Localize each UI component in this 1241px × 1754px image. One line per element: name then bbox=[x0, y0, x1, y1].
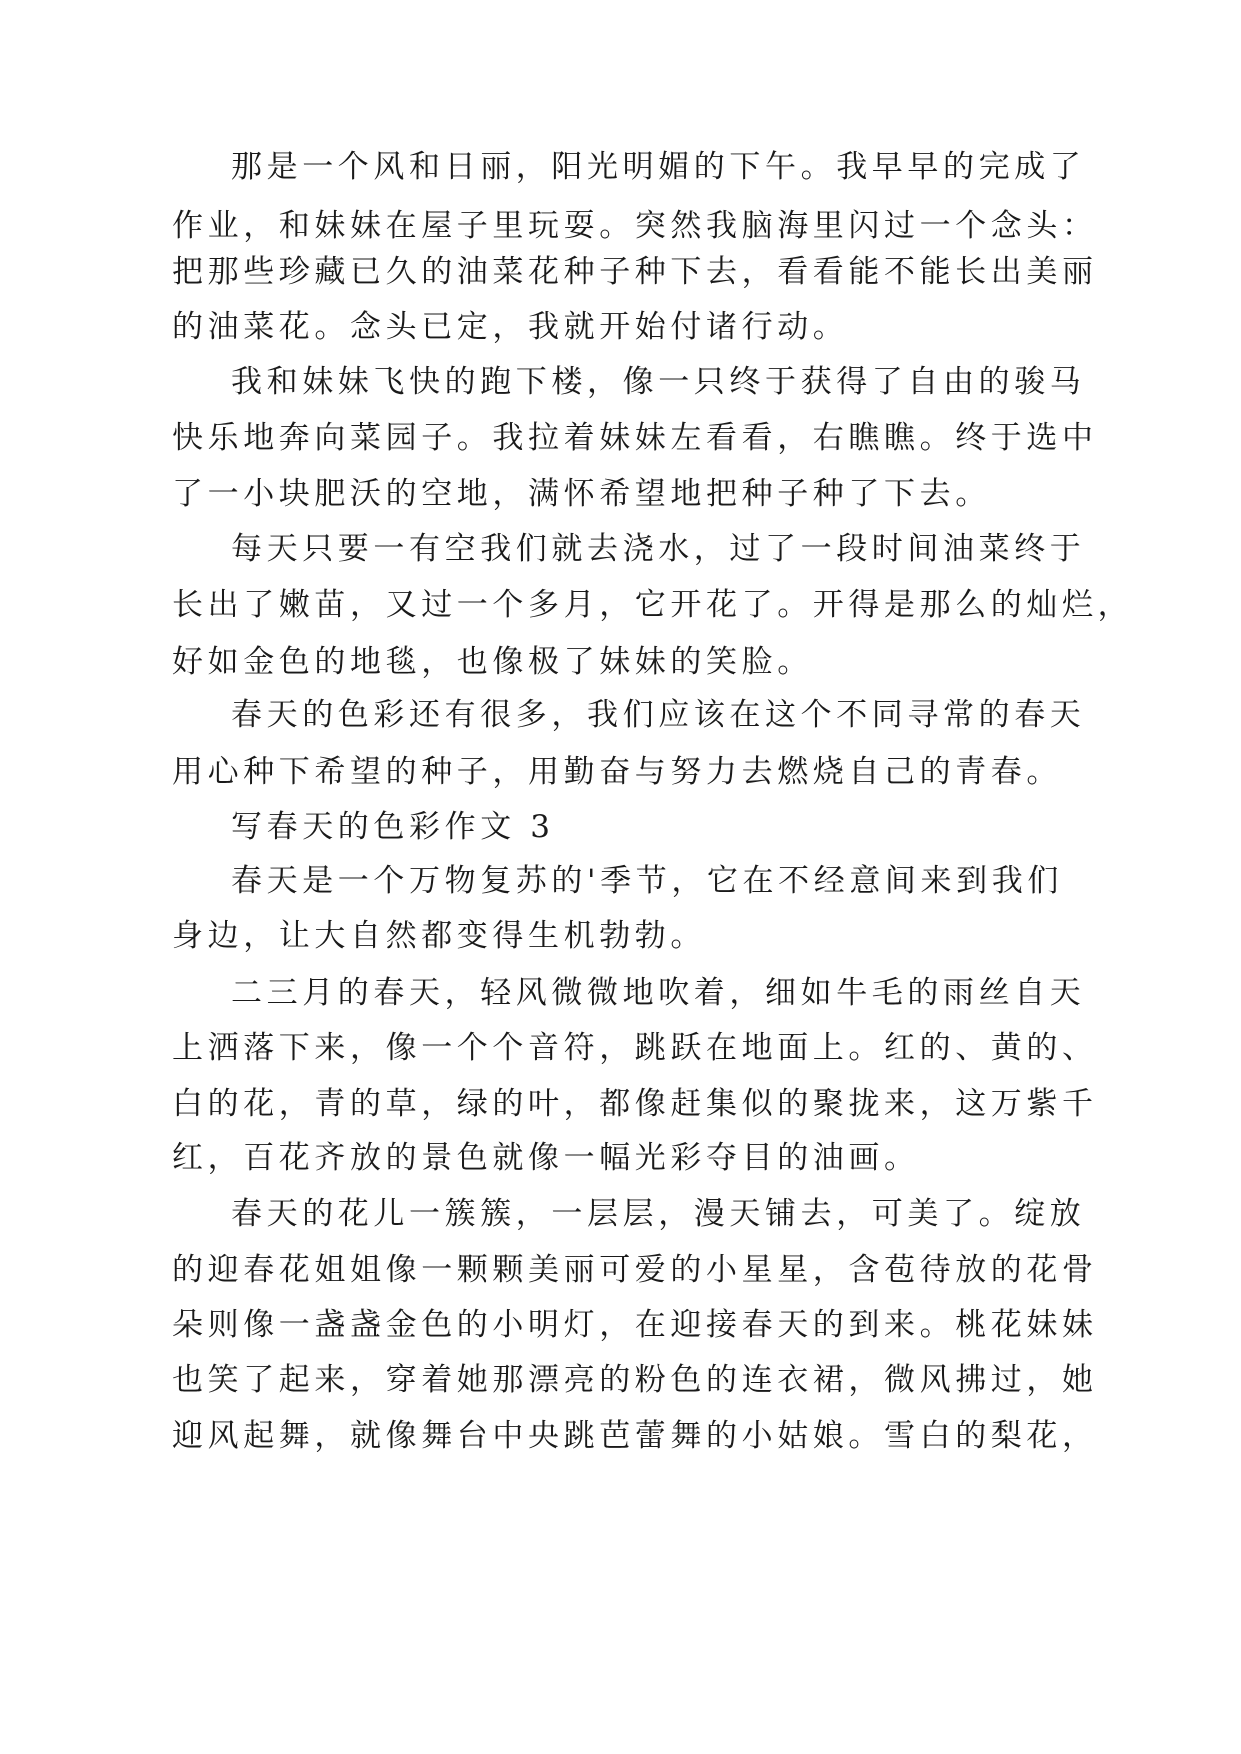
paragraph-2-line-2: 快乐地奔向菜园子。我拉着妹妹左看看，右瞧瞧。终于选中 bbox=[172, 420, 1098, 456]
paragraph-7-line-3: 朵则像一盏盏金色的小明灯，在迎接春天的到来。桃花妹妹 bbox=[172, 1307, 1098, 1343]
paragraph-1-line-3: 把那些珍藏已久的油菜花种子种下去，看看能不能长出美丽 bbox=[172, 254, 1098, 290]
paragraph-6-line-4: 红，百花齐放的景色就像一幅光彩夺目的油画。 bbox=[172, 1140, 920, 1176]
paragraph-4-line-2: 用心种下希望的种子，用勤奋与努力去燃烧自己的青春。 bbox=[172, 754, 1062, 790]
paragraph-7-line-4: 也笑了起来，穿着她那漂亮的粉色的连衣裙，微风拂过，她 bbox=[172, 1362, 1098, 1398]
paragraph-6-line-2: 上洒落下来，像一个个音符，跳跃在地面上。红的、黄的、 bbox=[172, 1030, 1098, 1066]
paragraph-6-line-3: 白的花，青的草，绿的叶，都像赶集似的聚拢来，这万紫千 bbox=[172, 1086, 1098, 1122]
paragraph-2-line-3: 了一小块肥沃的空地，满怀希望地把种子种了下去。 bbox=[172, 476, 991, 512]
paragraph-3-line-2: 长出了嫩苗，又过一个多月，它开花了。开得是那么的灿烂， bbox=[172, 587, 1134, 623]
paragraph-2-line-1: 我和妹妹飞快的跑下楼，像一只终于获得了自由的骏马 bbox=[231, 364, 1086, 400]
paragraph-1-line-2: 作业，和妹妹在屋子里玩耍。突然我脑海里闪过一个念头： bbox=[172, 208, 1098, 244]
paragraph-5-line-1: 春天是一个万物复苏的'季节，它在不经意间来到我们 bbox=[231, 863, 1063, 899]
paragraph-3-line-1: 每天只要一有空我们就去浇水，过了一段时间油菜终于 bbox=[231, 531, 1086, 567]
section-heading: 写春天的色彩作文 3 bbox=[231, 809, 555, 845]
paragraph-1-line-4: 的油菜花。念头已定，我就开始付诸行动。 bbox=[172, 309, 849, 345]
paragraph-6-line-1: 二三月的春天，轻风微微地吹着，细如牛毛的雨丝自天 bbox=[231, 975, 1086, 1011]
paragraph-4-line-1: 春天的色彩还有很多，我们应该在这个不同寻常的春天 bbox=[231, 697, 1086, 733]
paragraph-1-line-1: 那是一个风和日丽，阳光明媚的下午。我早早的完成了 bbox=[231, 149, 1086, 185]
paragraph-5-line-2: 身边，让大自然都变得生机勃勃。 bbox=[172, 918, 706, 954]
paragraph-7-line-1: 春天的花儿一簇簇，一层层，漫天铺去，可美了。绽放 bbox=[231, 1196, 1086, 1232]
paragraph-7-line-2: 的迎春花姐姐像一颗颗美丽可爱的小星星，含苞待放的花骨 bbox=[172, 1252, 1098, 1288]
paragraph-7-line-5: 迎风起舞，就像舞台中央跳芭蕾舞的小姑娘。雪白的梨花， bbox=[172, 1418, 1098, 1454]
paragraph-3-line-3: 好如金色的地毯，也像极了妹妹的笑脸。 bbox=[172, 644, 813, 680]
